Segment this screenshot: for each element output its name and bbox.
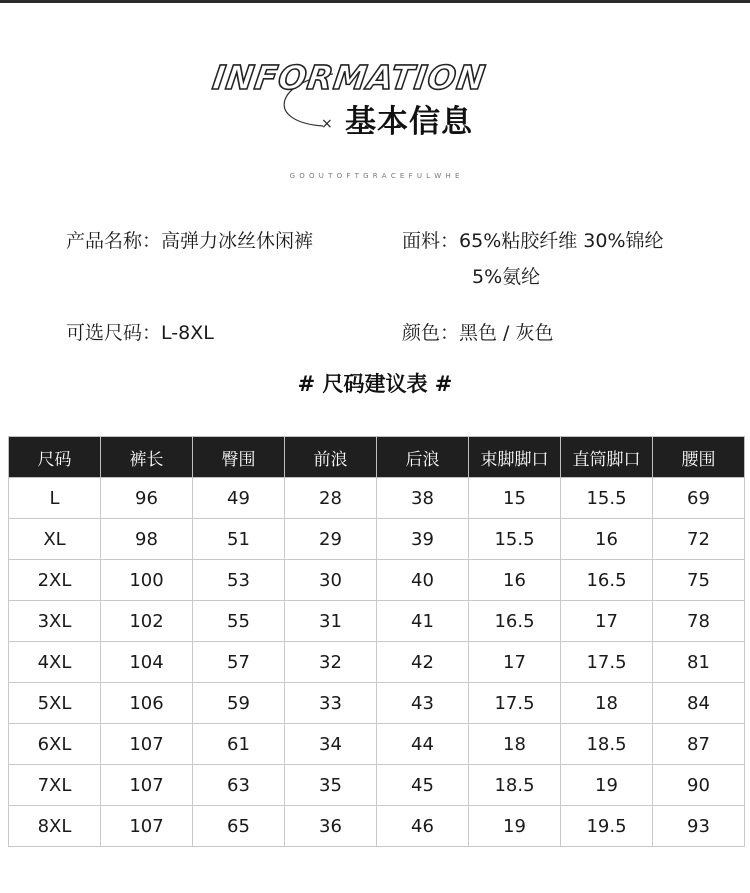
table-cell: 36	[285, 806, 377, 847]
table-cell: 4XL	[9, 642, 101, 683]
table-cell: 19	[561, 765, 653, 806]
table-cell: 106	[101, 683, 193, 724]
title-chinese: 基本信息	[345, 104, 473, 140]
top-border	[0, 0, 750, 3]
size-range-row	[66, 318, 214, 345]
table-cell: 17.5	[561, 642, 653, 683]
header-cell: 裤长	[101, 437, 193, 478]
table-cell: 17.5	[469, 683, 561, 724]
header-cell: 束脚脚口	[469, 437, 561, 478]
table-cell: 63	[193, 765, 285, 806]
header-cell: 前浪	[285, 437, 377, 478]
table-cell: 59	[193, 683, 285, 724]
header-cell: 尺码	[9, 437, 101, 478]
table-cell: 46	[377, 806, 469, 847]
table-cell: 19	[469, 806, 561, 847]
title-english: INFORMATION	[210, 58, 489, 97]
table-row	[9, 519, 745, 560]
size-table	[8, 436, 745, 847]
table-cell: 100	[101, 560, 193, 601]
table-cell: 96	[101, 478, 193, 519]
table-cell: 18.5	[561, 724, 653, 765]
table-cell: 38	[377, 478, 469, 519]
product-name-label: 产品名称：	[66, 230, 162, 252]
table-cell: 39	[377, 519, 469, 560]
table-cell: 16.5	[561, 560, 653, 601]
table-cell: 16.5	[469, 601, 561, 642]
fabric-label: 面料：	[402, 230, 460, 252]
table-cell: 7XL	[9, 765, 101, 806]
table-cell: 45	[377, 765, 469, 806]
header-cell: 直筒脚口	[561, 437, 653, 478]
table-cell: 49	[193, 478, 285, 519]
fabric-value: 65%粘胶纤维 30%锦纶	[459, 230, 664, 252]
table-cell: 51	[193, 519, 285, 560]
fabric-row	[402, 226, 664, 253]
table-cell: 75	[653, 560, 745, 601]
table-cell: 18	[561, 683, 653, 724]
table-cell: 102	[101, 601, 193, 642]
table-cell: 55	[193, 601, 285, 642]
header-cell: 臀围	[193, 437, 285, 478]
size-table-title: # 尺码建议表 #	[297, 372, 453, 396]
table-row	[9, 683, 745, 724]
table-cell: 15	[469, 478, 561, 519]
table-header-row	[9, 437, 745, 478]
table-cell: 18	[469, 724, 561, 765]
table-cell: 30	[285, 560, 377, 601]
table-cell: XL	[9, 519, 101, 560]
table-cell: 104	[101, 642, 193, 683]
table-cell: 53	[193, 560, 285, 601]
table-cell: 33	[285, 683, 377, 724]
fabric-value-continued: 5%氨纶	[472, 266, 541, 288]
table-cell: 43	[377, 683, 469, 724]
table-cell: 42	[377, 642, 469, 683]
table-cell: 32	[285, 642, 377, 683]
color-value: 黑色 / 灰色	[459, 322, 554, 344]
table-cell: 41	[377, 601, 469, 642]
table-row	[9, 642, 745, 683]
table-cell: 84	[653, 683, 745, 724]
table-cell: 15.5	[561, 478, 653, 519]
table-cell: 81	[653, 642, 745, 683]
table-row	[9, 560, 745, 601]
table-cell: 31	[285, 601, 377, 642]
table-cell: 78	[653, 601, 745, 642]
table-cell: 87	[653, 724, 745, 765]
table-cell: 90	[653, 765, 745, 806]
table-cell: 40	[377, 560, 469, 601]
table-cell: 93	[653, 806, 745, 847]
header-cell: 腰围	[653, 437, 745, 478]
table-row	[9, 478, 745, 519]
table-cell: 34	[285, 724, 377, 765]
table-cell: 3XL	[9, 601, 101, 642]
table-cell: 2XL	[9, 560, 101, 601]
table-cell: 17	[469, 642, 561, 683]
table-cell: 6XL	[9, 724, 101, 765]
table-cell: 72	[653, 519, 745, 560]
table-cell: 69	[653, 478, 745, 519]
table-cell: 98	[101, 519, 193, 560]
tagline: G O O U T O F T G R A C E F U L W H E	[289, 172, 461, 180]
table-cell: 107	[101, 806, 193, 847]
table-row	[9, 724, 745, 765]
table-cell: L	[9, 478, 101, 519]
table-cell: 28	[285, 478, 377, 519]
table-cell: 16	[561, 519, 653, 560]
table-row	[9, 601, 745, 642]
header-cell: 后浪	[377, 437, 469, 478]
color-label: 颜色：	[402, 322, 460, 344]
table-row	[9, 806, 745, 847]
size-range-value: L-8XL	[161, 322, 214, 344]
size-range-label: 可选尺码：	[66, 322, 162, 344]
table-cell: 61	[193, 724, 285, 765]
table-cell: 5XL	[9, 683, 101, 724]
table-cell: 16	[469, 560, 561, 601]
table-cell: 8XL	[9, 806, 101, 847]
table-cell: 107	[101, 724, 193, 765]
table-cell: 18.5	[469, 765, 561, 806]
cross-marker-icon: ×	[321, 116, 333, 132]
table-cell: 15.5	[469, 519, 561, 560]
table-cell: 17	[561, 601, 653, 642]
table-cell: 44	[377, 724, 469, 765]
product-name-value: 高弹力冰丝休闲裤	[161, 230, 314, 252]
table-cell: 35	[285, 765, 377, 806]
table-cell: 65	[193, 806, 285, 847]
table-cell: 107	[101, 765, 193, 806]
product-name-row	[66, 226, 313, 253]
table-cell: 19.5	[561, 806, 653, 847]
hero-heading	[205, 52, 505, 152]
table-row	[9, 765, 745, 806]
table-cell: 29	[285, 519, 377, 560]
table-cell: 57	[193, 642, 285, 683]
color-row	[402, 318, 554, 345]
